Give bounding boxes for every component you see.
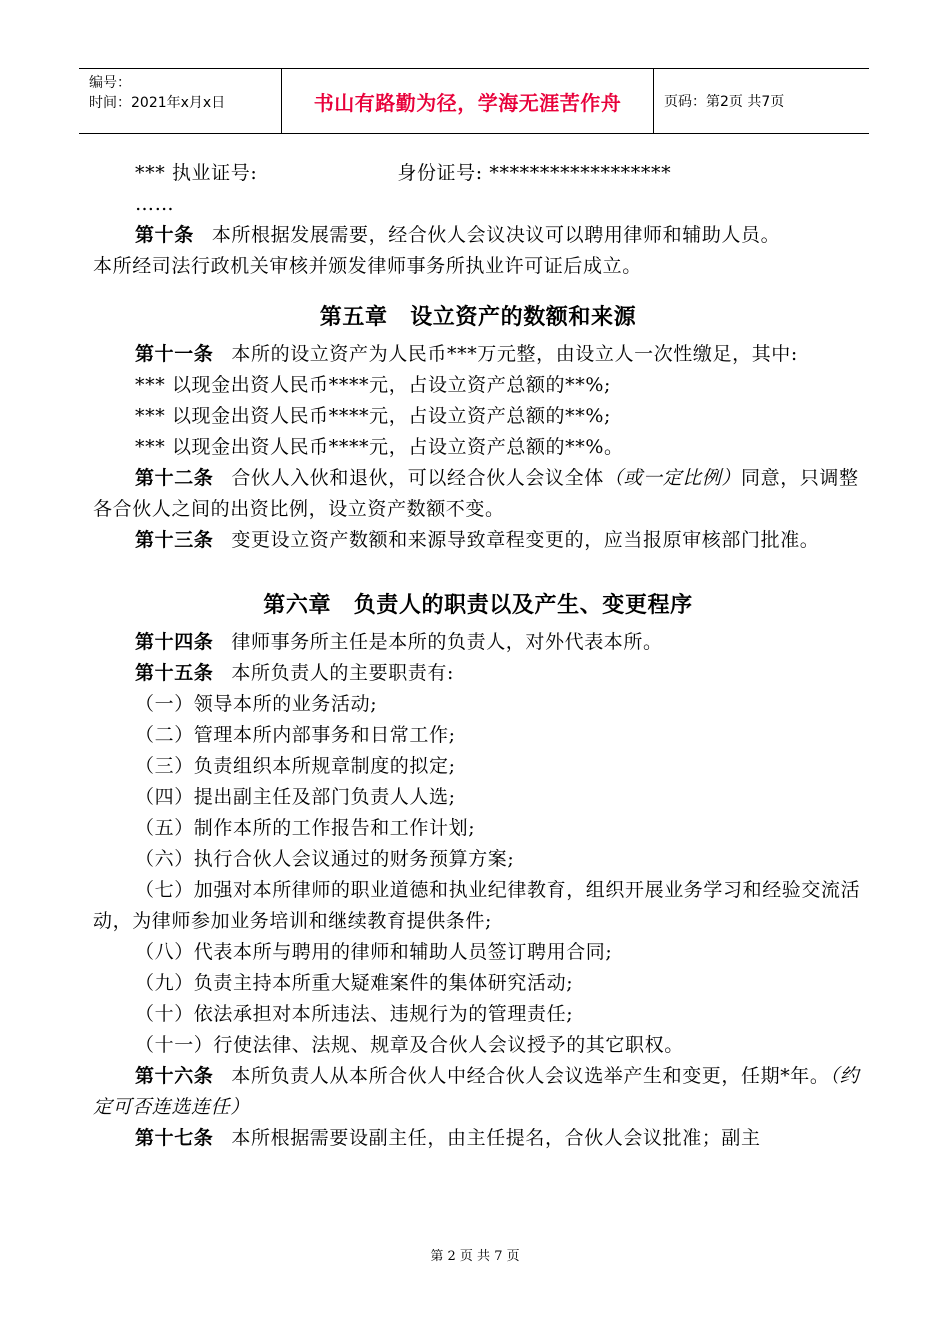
chapter-5-heading: 第五章 设立资产的数额和来源 [319,305,637,330]
article-14 [93,627,863,658]
article-title: 第十四条 [135,631,214,653]
article-title: 第十六条 [135,1065,214,1087]
article-11 [93,339,863,370]
article-text: 合伙人入伙和退伙，可以经合伙人会议全体 [231,467,604,489]
page-footer: 第 2 页 共 7 页 [430,1249,520,1264]
article-title: 第十二条 [135,467,214,489]
license-number-label: *** 执业证号: [135,162,258,184]
cash-contribution-2: *** 以现金出资人民币****元，占设立资产总额的**%; [135,405,611,427]
duty-item: （六）执行合伙人会议通过的财务预算方案; [135,848,515,870]
document-number-label: 编号： [89,75,131,91]
header-page-label: 页码：第2页 共7页 [664,94,785,110]
duty-item: （八）代表本所与聘用的律师和辅助人员签订聘用合同; [135,941,613,963]
article-title: 第十五条 [135,662,214,684]
article-text: 本所根据发展需要，经合伙人会议决议可以聘用律师和辅助人员。 [211,224,781,246]
article-text: 本所负责人的主要职责有: [231,662,455,684]
establishment-paragraph: 本所经司法行政机关审核并颁发律师事务所执业许可证后成立。 [93,255,642,277]
duty-item: （九）负责主持本所重大疑难案件的集体研究活动; [135,972,574,994]
license-line [93,158,863,189]
article-text: 变更设立资产数额和来源导致章程变更的，应当报原审核部门批准。 [231,529,820,551]
article-text: 律师事务所主任是本所的负责人，对外代表本所。 [231,631,663,653]
duty-item: （二）管理本所内部事务和日常工作; [135,724,456,746]
header-middle-cell [281,69,654,133]
cash-contribution-1: *** 以现金出资人民币****元，占设立资产总额的**%; [135,374,611,396]
article-13 [93,525,863,556]
id-number-label: 身份证号: ****************** [397,162,672,184]
header-motto: 书山有路勤为径，学海无涯苦作舟 [313,90,622,115]
duty-item: （十一）行使法律、法规、规章及合伙人会议授予的其它职权。 [135,1034,684,1056]
header-left-cell [79,69,281,133]
chapter-6-heading: 第六章 负责人的职责以及产生、变更程序 [263,593,693,618]
article-17 [93,1123,863,1154]
article-title: 第十一条 [135,343,214,365]
article-12 [93,463,863,525]
article-10 [93,220,863,251]
article-16 [93,1061,863,1123]
page-header [79,68,869,134]
header-right-cell [654,69,869,133]
article-italic-note: （或一定比例） [603,467,742,489]
article-title: 第十七条 [135,1127,214,1149]
duty-item: （五）制作本所的工作报告和工作计划; [135,817,476,839]
duty-item: （十）依法承担对本所违法、违规行为的管理责任; [135,1003,574,1025]
article-text: 本所根据需要设副主任，由主任提名，合伙人会议批准；副主 [231,1127,761,1149]
article-title: 第十条 [135,224,194,246]
article-text: 本所负责人从本所合伙人中经合伙人会议选举产生和变更，任期*年。 [231,1065,830,1087]
article-text: 同意，只调整各合伙人之间的出资比例，设立资产数额不变。 [93,467,859,520]
article-title: 第十三条 [135,529,214,551]
duty-item: （七）加强对本所律师的职业道德和执业纪律教育，组织开展业务学习和经验交流活动，为律师参加业务培训和继续教育提供条件; [93,879,861,932]
article-15 [93,658,863,689]
cash-contribution-3: *** 以现金出资人民币****元，占设立资产总额的**%。 [135,436,624,458]
article-text: 本所的设立资产为人民币***万元整，由设立人一次性缴足，其中: [231,343,798,365]
duty-item: （一）领导本所的业务活动; [135,693,378,715]
document-date-label: 时间：2021年x月x日 [89,95,226,111]
duty-item: （三）负责组织本所规章制度的拟定; [135,755,456,777]
ellipsis-line: …… [135,193,175,215]
document-body [93,158,863,1154]
duty-item: （四）提出副主任及部门负责人人选; [135,786,456,808]
article-italic-note: （约定可否连选连任） [93,1065,860,1118]
